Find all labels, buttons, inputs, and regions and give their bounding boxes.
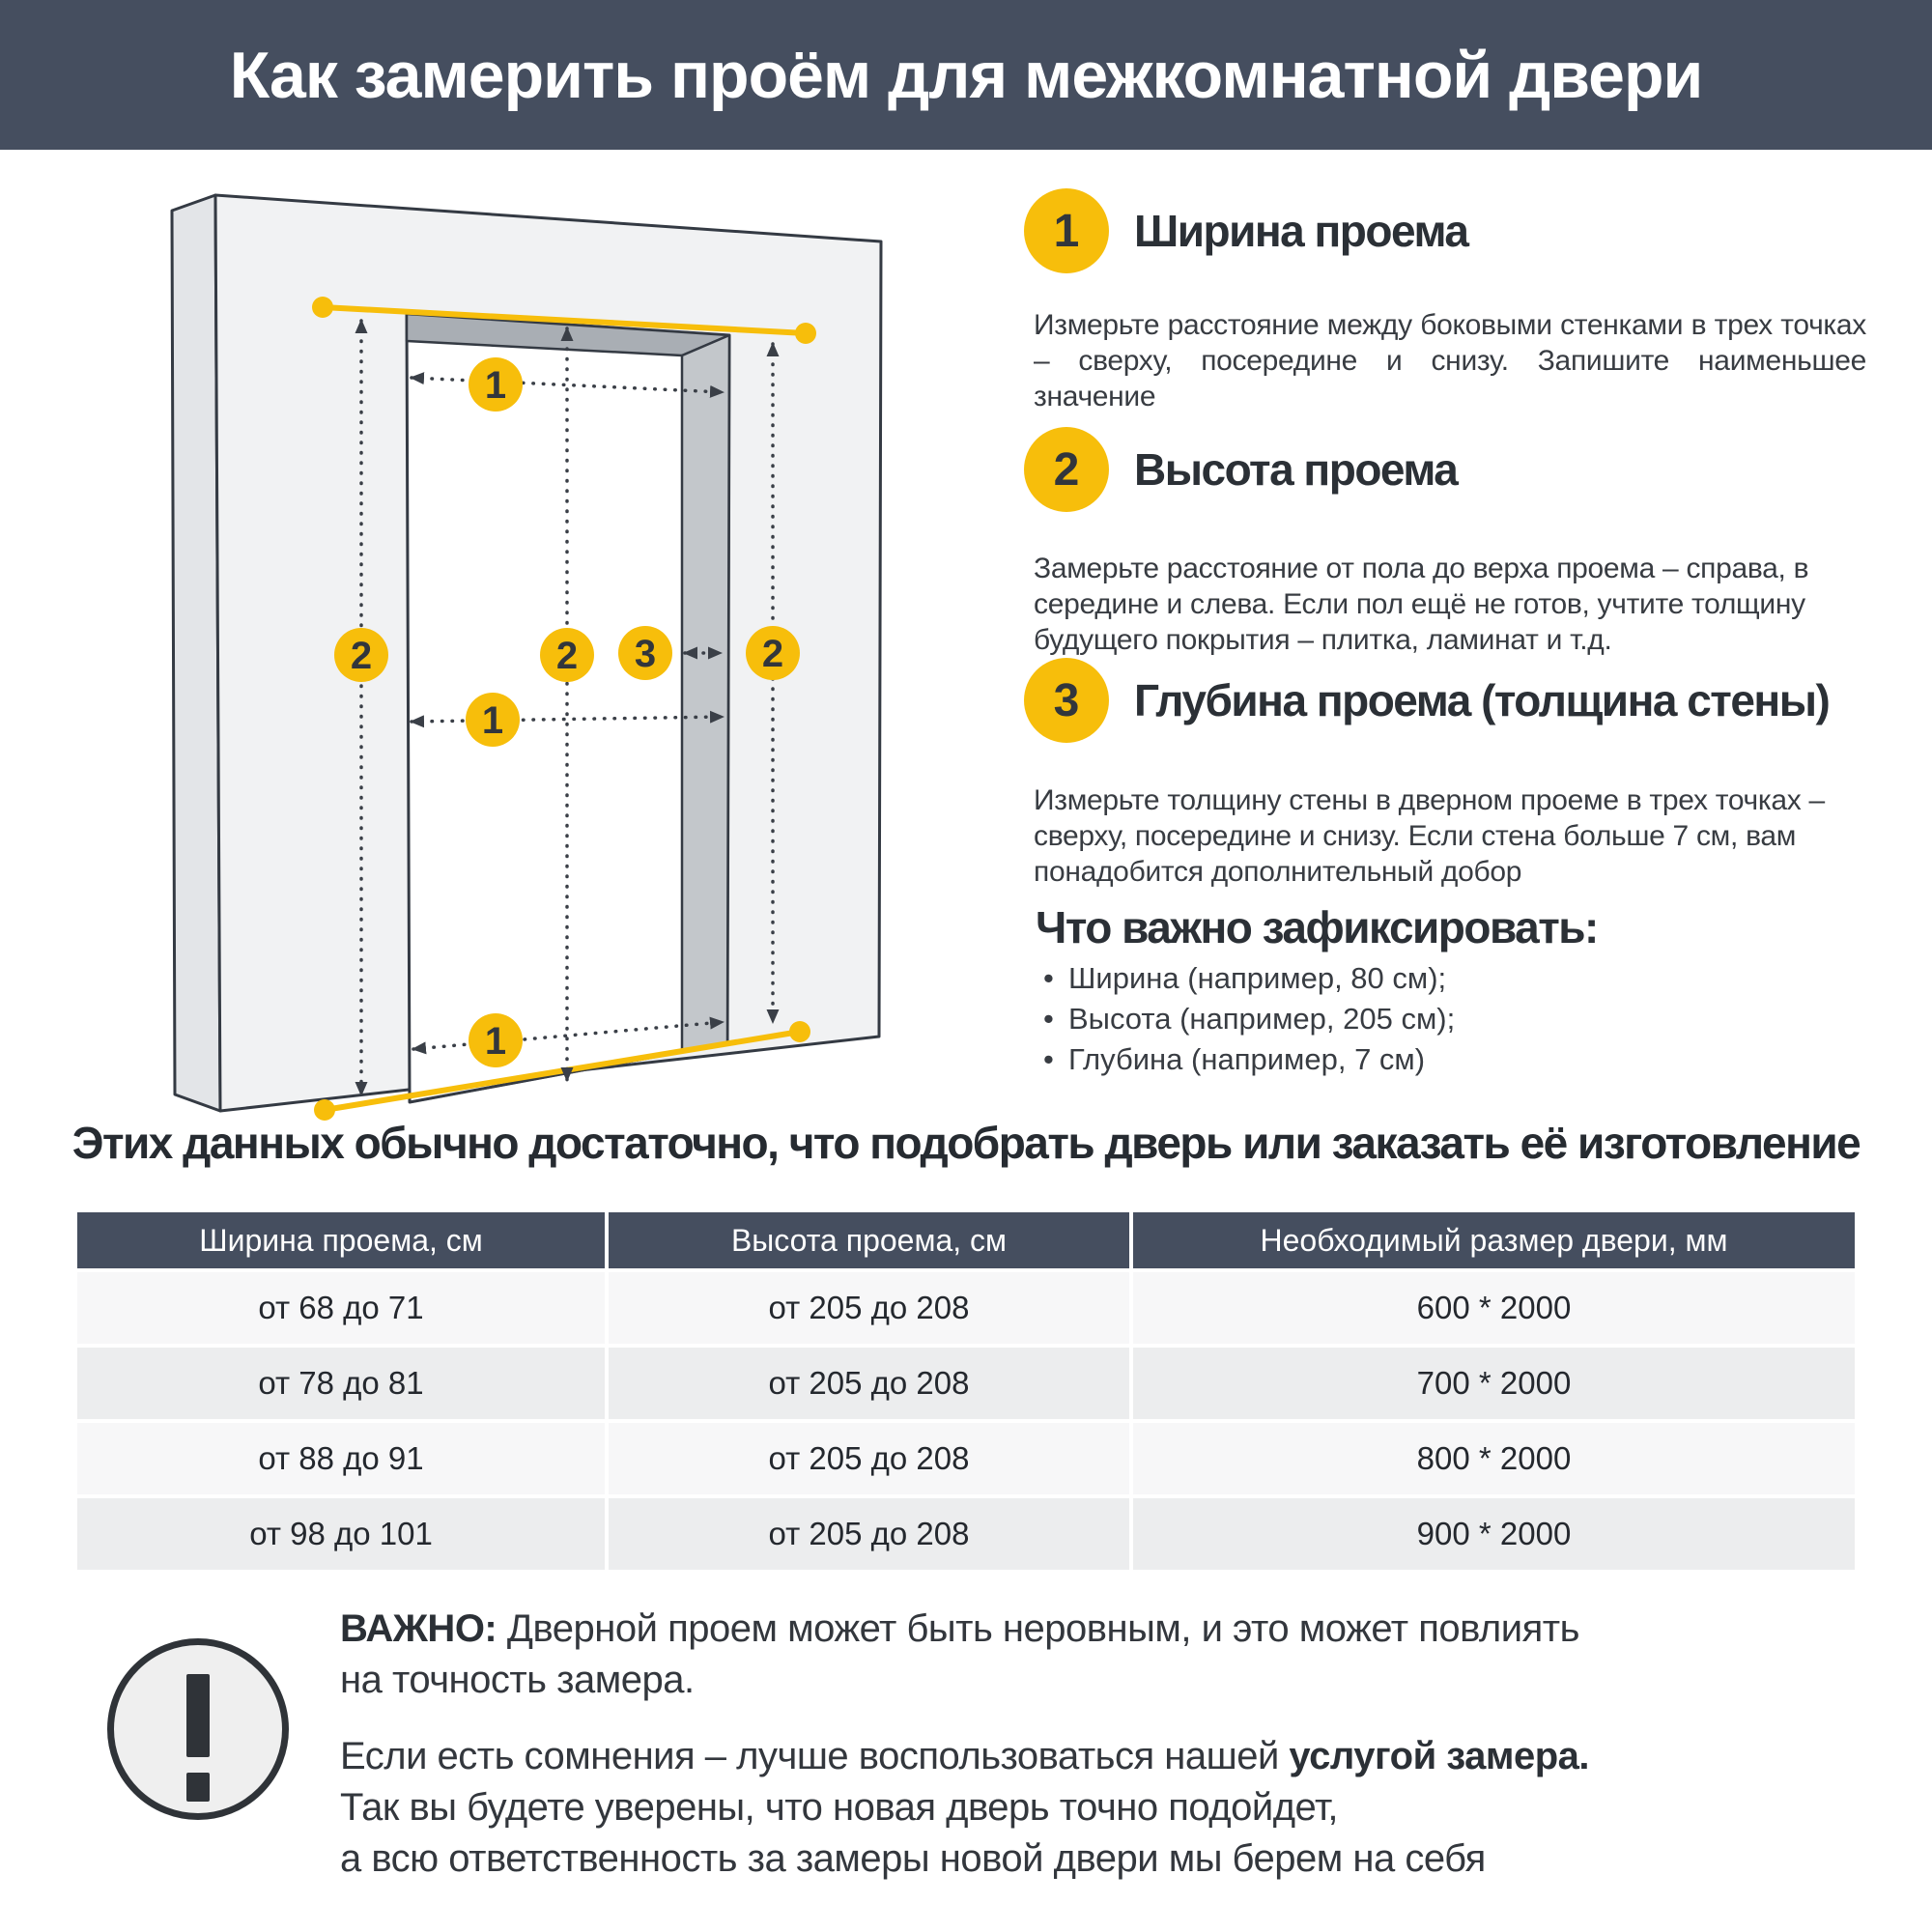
warning-bold-service: услугой замера. — [1289, 1735, 1590, 1777]
checklist — [1043, 958, 1874, 1080]
svg-text:2: 2 — [350, 635, 373, 677]
table-cell: 800 * 2000 — [1133, 1423, 1855, 1494]
table-cell: от 98 до 101 — [77, 1498, 605, 1570]
diagram-badge-height-center — [540, 628, 594, 682]
bullet-icon: • — [1043, 961, 1054, 995]
svg-text:1: 1 — [484, 1020, 507, 1063]
table-cell: от 205 до 208 — [609, 1348, 1129, 1419]
table-cell: от 78 до 81 — [77, 1348, 605, 1419]
warning-line: а всю ответственность за замеры новой двери мы берем на себя — [340, 1837, 1486, 1880]
diagram-badge-height-right — [746, 626, 800, 680]
exclamation-bar — [186, 1674, 210, 1757]
step-1-header — [1024, 188, 1468, 273]
page-title: Как замерить проём для межкомнатной двери — [229, 38, 1703, 112]
opening-right-reveal — [682, 335, 729, 1052]
checklist-item-label: Глубина (например, 7 см) — [1068, 1042, 1426, 1076]
step-1-badge: 1 — [1024, 188, 1109, 273]
diagram-badge-depth — [618, 626, 672, 680]
diagram-badge-width-bottom — [469, 1013, 523, 1067]
diagram-badge-width-middle — [466, 693, 520, 747]
checklist-item-height — [1043, 999, 1874, 1039]
diagram-badge-height-left — [334, 628, 388, 682]
svg-text:1: 1 — [481, 699, 504, 742]
door-sizes-table — [77, 1212, 1855, 1570]
bullet-icon: • — [1043, 1042, 1054, 1076]
svg-text:2: 2 — [555, 635, 579, 677]
wall-side-face — [172, 195, 220, 1111]
table-cell: от 68 до 71 — [77, 1272, 605, 1344]
warning-bold-label: ВАЖНО: — [340, 1607, 497, 1650]
table-header-door-size: Необходимый размер двери, мм — [1133, 1212, 1855, 1268]
svg-text:1: 1 — [484, 364, 507, 407]
exclamation-dot — [186, 1773, 210, 1802]
warning-line: Так вы будете уверены, что новая дверь точно подойдет, — [340, 1786, 1338, 1829]
step-2-title: Высота проема — [1134, 444, 1458, 495]
table-cell: от 205 до 208 — [609, 1272, 1129, 1344]
table-cell: 900 * 2000 — [1133, 1498, 1855, 1570]
warning-line — [340, 1604, 1579, 1655]
table-header-height: Высота проема, см — [609, 1212, 1129, 1268]
checklist-item-depth — [1043, 1039, 1874, 1080]
warning-line-text: Если есть сомнения – лучше воспользоваться нашей — [340, 1735, 1290, 1777]
step-3-description: Измерьте толщину стены в дверном проеме в трех точках – сверху, посередине и снизу. Если стена больше 7 см, вам понадобится дополнительный добор — [1034, 784, 1825, 888]
checklist-item-label: Ширина (например, 80 см); — [1068, 961, 1447, 995]
step-2-header — [1024, 427, 1457, 512]
table-cell: 600 * 2000 — [1133, 1272, 1855, 1344]
step-2-badge: 2 — [1024, 427, 1109, 512]
warning-paragraph-2 — [340, 1731, 1589, 1885]
warning-line: на точность замера. — [340, 1659, 695, 1701]
warning-paragraph-1 — [340, 1604, 1579, 1706]
step-3-title: Глубина проема (толщина стены) — [1134, 675, 1830, 725]
table-header-width: Ширина проема, см — [77, 1212, 605, 1268]
diagram-badge-width-top — [469, 357, 523, 412]
checklist-item-width — [1043, 958, 1874, 999]
step-1-title: Ширина проема — [1134, 206, 1468, 256]
table-cell: от 205 до 208 — [609, 1498, 1129, 1570]
step-3-badge: 3 — [1024, 658, 1109, 743]
checklist-heading: Что важно зафиксировать: — [1036, 902, 1598, 952]
bullet-icon: • — [1043, 1002, 1054, 1036]
table-intro-text: Этих данных обычно достаточно, что подобрать дверь или заказать её изготовление — [71, 1118, 1861, 1168]
svg-text:2: 2 — [761, 633, 784, 675]
step-3-header — [1024, 658, 1829, 743]
table-cell: от 88 до 91 — [77, 1423, 605, 1494]
checklist-item-label: Высота (например, 205 см); — [1068, 1002, 1456, 1036]
svg-text:3: 3 — [634, 633, 657, 675]
exclamation-icon — [107, 1638, 289, 1820]
warning-line — [340, 1731, 1589, 1782]
step-2-description: Замерьте расстояние от пола до верха проема – справа, в середине и слева. Если пол ещё не готов, учтите толщину будущего покрытия – плитка, ламинат и т.д. — [1034, 553, 1809, 656]
table-cell: от 205 до 208 — [609, 1423, 1129, 1494]
table-cell: 700 * 2000 — [1133, 1348, 1855, 1419]
warning-line-text: Дверной проем может быть неровным, и это может повлиять — [506, 1607, 1579, 1650]
step-1-description: Измерьте расстояние между боковыми стенками в трех точках – сверху, посередине и снизу. Запишите наименьшее значение — [1034, 309, 1866, 412]
